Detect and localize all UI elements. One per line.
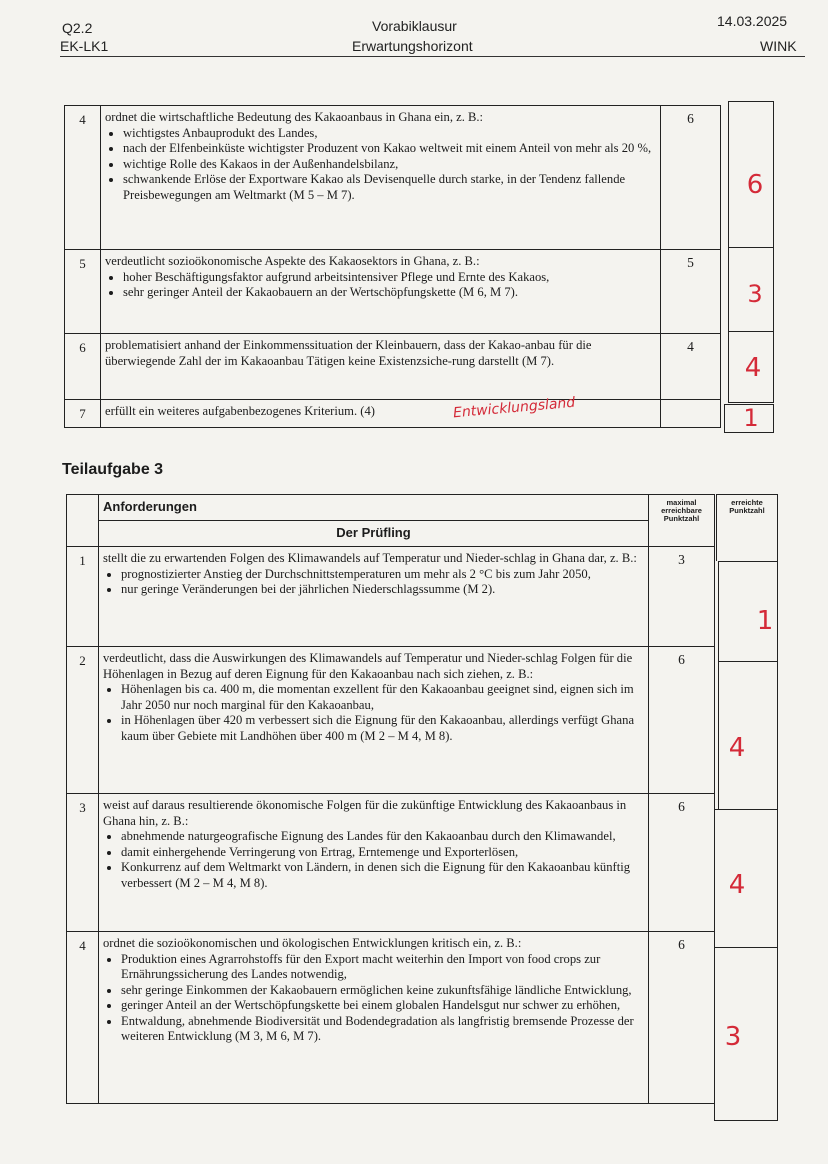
criterion-text — [101, 394, 661, 428]
criterion-text — [99, 647, 649, 794]
criterion-text — [99, 547, 649, 647]
document-author: WINK — [760, 38, 797, 54]
achieved-score: 3 — [747, 280, 763, 308]
table-row — [65, 400, 721, 428]
course-code: Q2.2 — [62, 20, 93, 36]
table-row — [67, 794, 715, 932]
header-rule — [60, 56, 805, 57]
row-number: 2 — [67, 647, 99, 794]
bullet-item: • sehr geringer Anteil der Kakaobauern an der Wertschöpfungskette (M 6, M 7). — [123, 285, 654, 301]
max-points: 4 — [661, 334, 721, 400]
achieved-score: 4 — [728, 870, 746, 900]
document-date: 14.03.2025 — [717, 13, 788, 29]
header-number-cell — [67, 495, 99, 547]
max-points: 6 — [649, 932, 715, 1104]
max-points: 6 — [661, 106, 721, 250]
row-number: 1 — [67, 547, 99, 647]
table-row — [67, 647, 715, 794]
criterion-intro: problematisiert anhand der Einkommenssituation der Kleinbauern, dass der Kakao-anbau für die überwiegende Zahl der im Kakaoanbau Tätigen keine Existenzsiche-rung darstellt (M 7). — [105, 338, 592, 368]
criterion-text — [101, 106, 661, 250]
criterion-bullets — [105, 126, 654, 204]
table-header-row — [67, 495, 715, 521]
bullet-item: • Konkurrenz auf dem Weltmarkt von Ländern, in denen sich die Eignung für den Kakaoanbau künftig verbessert (M 2 – M 4, M 8). — [121, 860, 642, 891]
criterion-intro: ordnet die sozioökonomischen und ökologischen Entwicklungen kritisch ein, z. B.: — [103, 936, 522, 950]
bullet-item: • nach der Elfenbeinküste wichtigster Produzent von Kakao weltweit mit einem Anteil von mehr als 20 %, — [123, 141, 654, 157]
row-number: 6 — [65, 334, 101, 400]
criteria-table-task3 — [66, 494, 715, 1104]
max-points: 5 — [661, 250, 721, 334]
header-max-points: maximal erreichbare Punktzahl — [649, 495, 715, 547]
criteria-table-part2 — [64, 105, 721, 428]
criterion-intro: ordnet die wirtschaftliche Bedeutung des Kakaoanbaus in Ghana ein, z. B.: — [105, 110, 484, 124]
header-examinee: Der Prüfling — [99, 521, 649, 547]
criterion-intro: verdeutlicht, dass die Auswirkungen des Klimawandels auf Temperatur und Nieder-schlag Folgen für die Höhenlagen in Bezug auf deren Eignung für den Kakaoanbau nach sich ziehen, z. B.: — [103, 651, 633, 681]
course-group: EK-LK1 — [60, 38, 109, 54]
criterion-bullets — [105, 270, 654, 301]
criterion-bullets — [103, 682, 642, 744]
max-points: 6 — [649, 794, 715, 932]
bullet-item: • wichtigstes Anbauprodukt des Landes, — [123, 126, 654, 142]
achieved-score: 1 — [743, 404, 759, 432]
bullet-item: • Produktion eines Agrarrohstoffs für den Export macht weiterhin den Import von food crops zur Ernährungssicherung des Landes notwendig, — [121, 952, 642, 983]
bullet-item: • geringer Anteil an der Wertschöpfungskette bei einem globalen Handelsgut nur schwer zu erhöhen, — [121, 998, 642, 1014]
bullet-item: • damit einhergehende Verringerung von Ertrag, Erntemenge und Exporterlösen, — [121, 845, 642, 861]
bullet-item: • in Höhenlagen über 420 m verbessert sich die Eignung für den Kakaoanbau, allerdings verfügt Ghana kaum über Gebiete mit Landhöhen über 400 m (M 2 – M 4, M 8). — [121, 713, 642, 744]
bullet-item: • abnehmende naturgeografische Eignung des Landes für den Kakaoanbau durch den Klimawandel, — [121, 829, 642, 845]
max-points — [661, 400, 721, 428]
table-row — [65, 334, 721, 400]
table-row — [67, 547, 715, 647]
criterion-text — [99, 932, 649, 1104]
max-points: 3 — [649, 547, 715, 647]
header-achieved-points: erreichte Punktzahl — [729, 498, 765, 515]
table-row — [65, 250, 721, 334]
criterion-intro: verdeutlicht sozioökonomische Aspekte des Kakaosektors in Ghana, z. B.: — [105, 254, 480, 268]
document-subtitle: Erwartungshorizont — [352, 38, 473, 54]
row-number: 3 — [67, 794, 99, 932]
table-row — [65, 106, 721, 250]
achieved-score: 6 — [746, 170, 764, 200]
achieved-score: 1 — [756, 606, 774, 636]
criterion-intro: erfüllt ein weiteres aufgabenbezogenes Kriterium. (4) — [105, 404, 375, 418]
header-requirements: Anforderungen — [99, 495, 649, 521]
row-number: 7 — [65, 400, 101, 428]
table-row — [67, 932, 715, 1104]
bullet-item: • prognostizierter Anstieg der Durchschnittstemperaturen um mehr als 2 °C bis zum Jahr 2050, — [121, 567, 642, 583]
bullet-item: • schwankende Erlöse der Exportware Kakao als Devisenquelle durch starke, in der Tendenz fallende Preisbewegungen am Weltmarkt (M 5 – M 7). — [123, 172, 654, 203]
row-number: 5 — [65, 250, 101, 334]
row-number: 4 — [65, 106, 101, 250]
criterion-bullets — [103, 567, 642, 598]
bullet-item: • nur geringe Veränderungen bei der jährlichen Niederschlagssumme (M 2). — [121, 582, 642, 598]
handwritten-note: Entwicklungsland — [452, 394, 576, 422]
bullet-item: • Höhenlagen bis ca. 400 m, die momentan exzellent für den Kakaoanbau geeignet sind, eignen sich im Jahr 2050 nur noch marginal für den Kakaoanbau, — [121, 682, 642, 713]
achieved-score: 4 — [728, 733, 746, 763]
bullet-item: • Entwaldung, abnehmende Biodiversität und Bodendegradation als langfristig bremsende Prozesse der weiteren Entwicklung (M 3, M 6, M 7). — [121, 1014, 642, 1045]
document-title: Vorabiklausur — [372, 18, 457, 34]
criterion-text — [99, 794, 649, 932]
achieved-score: 4 — [744, 353, 762, 383]
table-header-row — [67, 521, 715, 547]
criterion-text — [101, 250, 661, 334]
bullet-item: • sehr geringe Einkommen der Kakaobauern ermöglichen keine zukunftsfähige ländliche Entwicklung, — [121, 983, 642, 999]
max-points: 6 — [649, 647, 715, 794]
criterion-bullets — [103, 952, 642, 1045]
bullet-item: • wichtige Rolle des Kakaos in der Außenhandelsbilanz, — [123, 157, 654, 173]
achieved-score: 3 — [724, 1022, 742, 1052]
criterion-bullets — [103, 829, 642, 891]
criterion-intro: stellt die zu erwartenden Folgen des Klimawandels auf Temperatur und Nieder-schlag in Ghana dar, z. B.: — [103, 551, 637, 565]
bullet-item: • hoher Beschäftigungsfaktor aufgrund arbeitsintensiver Pflege und Ernte des Kakaos, — [123, 270, 654, 286]
criterion-intro: weist auf daraus resultierende ökonomische Folgen für die zukünftige Entwicklung des Kakaoanbaus in Ghana hin, z. B.: — [103, 798, 627, 828]
achieved-header-box — [716, 494, 778, 561]
section-title: Teilaufgabe 3 — [62, 461, 164, 478]
row-number: 4 — [67, 932, 99, 1104]
criterion-text — [101, 334, 661, 400]
